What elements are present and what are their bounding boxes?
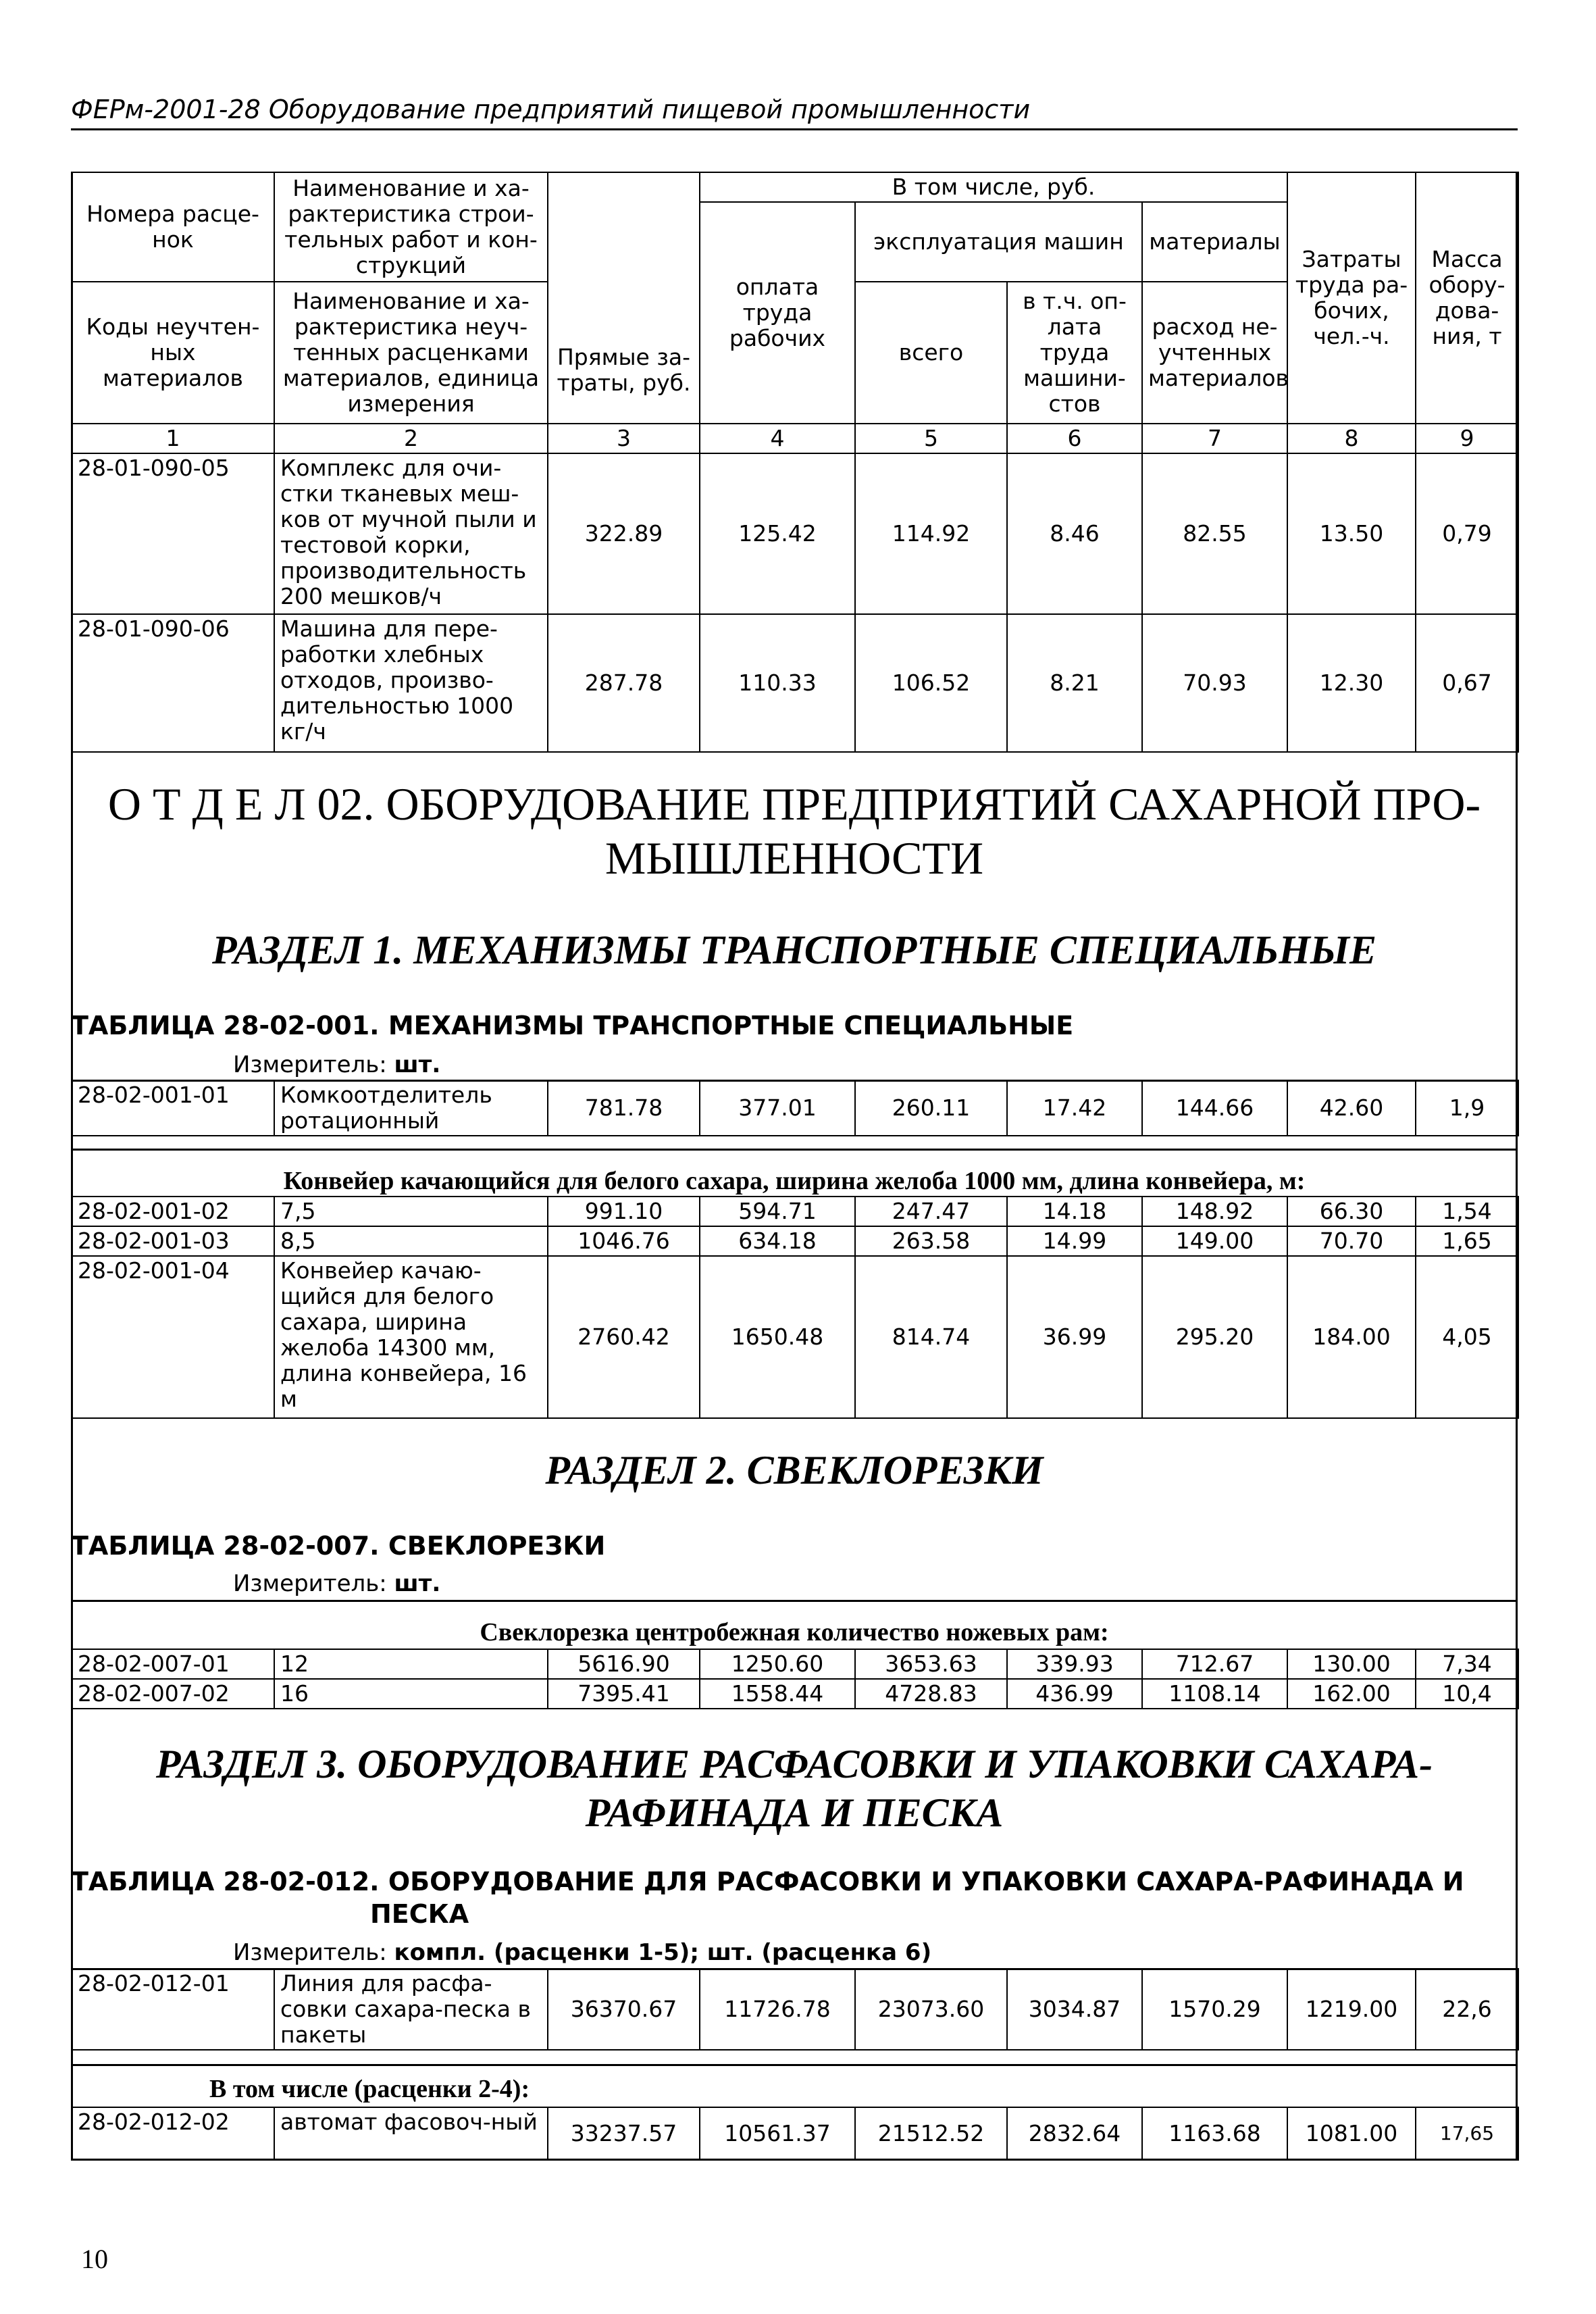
value-cell: 1219.00: [1287, 1969, 1416, 2050]
rate-code: 28-01-090-05: [72, 453, 274, 614]
subheading: Конвейер качающийся для белого сахара, ширина желоба 1000 мм, длина конвейера, м:: [283, 1167, 1306, 1195]
rate-name: Комплекс для очи-стки тканевых меш-ков от мучной пыли и тестовой корки, производительность 200 мешков/ч: [274, 453, 548, 614]
subheading: Свеклорезка центробежная количество ножевых рам:: [480, 1618, 1109, 1646]
value-cell: 12.30: [1287, 614, 1416, 752]
value-cell: 1,54: [1416, 1197, 1518, 1226]
meter-value: шт.: [394, 1570, 441, 1597]
value-cell: 5616.90: [548, 1649, 700, 1679]
value-cell: 70.93: [1142, 614, 1287, 752]
col-labor-hours: Затраты труда ра-бочих, чел.-ч.: [1287, 172, 1416, 424]
col-incl: В том числе, руб.: [700, 172, 1287, 202]
value-cell: 1570.29: [1142, 1969, 1287, 2050]
table-row: [72, 614, 1518, 752]
col-materials: материалы: [1142, 202, 1287, 282]
table-row: [72, 1226, 1518, 1256]
divider: [71, 1600, 1518, 1602]
rate-code: 28-02-001-04: [72, 1256, 274, 1418]
col-number: 4: [700, 424, 855, 453]
divider: [71, 2064, 1518, 2066]
table-28-02-007: [71, 1649, 1519, 1709]
value-cell: 130.00: [1287, 1649, 1416, 1679]
value-cell: 144.66: [1142, 1080, 1287, 1136]
value-cell: 184.00: [1287, 1256, 1416, 1418]
rate-name: 12: [274, 1649, 548, 1679]
value-cell: 10561.37: [700, 2107, 855, 2160]
col-material-name: Наименование и ха-рактеристика неуч-тенных расценками материалов, единица измерения: [274, 282, 548, 424]
rate-name: 16: [274, 1679, 548, 1709]
col-number: 6: [1007, 424, 1142, 453]
table-row: [72, 1679, 1518, 1709]
meter-label: Измеритель:: [233, 1051, 387, 1078]
value-cell: 36370.67: [548, 1969, 700, 2050]
rate-code: 28-01-090-06: [72, 614, 274, 752]
section-1-title: РАЗДЕЛ 1. МЕХАНИЗМЫ ТРАНСПОРТНЫЕ СПЕЦИАЛЬНЫЕ: [211, 928, 1377, 972]
value-cell: 17,65: [1416, 2107, 1518, 2160]
value-cell: 436.99: [1007, 1679, 1142, 1709]
value-cell: 33237.57: [548, 2107, 700, 2160]
rate-code: 28-02-001-03: [72, 1226, 274, 1256]
rates-table-header: [71, 172, 1519, 753]
value-cell: 634.18: [700, 1226, 855, 1256]
rate-code: 28-02-012-02: [72, 2107, 274, 2160]
value-cell: 2832.64: [1007, 2107, 1142, 2160]
meter-label: Измеритель:: [233, 1939, 387, 1966]
value-cell: 339.93: [1007, 1649, 1142, 1679]
value-cell: 1,9: [1416, 1080, 1518, 1136]
col-rate-numbers: Номера расце-нок: [72, 172, 274, 282]
value-cell: 36.99: [1007, 1256, 1142, 1418]
table-row: [72, 1080, 1518, 1136]
table-row: [72, 1197, 1518, 1226]
table-28-02-001-conveyors: [71, 1196, 1519, 1419]
section-3-title: РАЗДЕЛ 3. ОБОРУДОВАНИЕ РАСФАСОВКИ И УПАКОВКИ САХАРА-РАФИНАДА И ПЕСКА: [155, 1742, 1433, 1835]
page-header: ФЕРм-2001-28 Оборудование предприятий пищевой промышленности: [71, 95, 1518, 130]
value-cell: 2760.42: [548, 1256, 700, 1418]
col-number: 5: [855, 424, 1007, 453]
table-row: [72, 453, 1518, 614]
col-direct-costs: Прямые за-траты, руб.: [548, 172, 700, 424]
value-cell: 991.10: [548, 1197, 700, 1226]
value-cell: 8.21: [1007, 614, 1142, 752]
column-numbers-row: [72, 424, 1518, 453]
table-28-02-012-incl: [71, 2107, 1519, 2161]
col-material-codes: Коды неучтен-ных материалов: [72, 282, 274, 424]
value-cell: 21512.52: [855, 2107, 1007, 2160]
rate-name: Машина для пере-работки хлебных отходов, произво-дительностью 1000 кг/ч: [274, 614, 548, 752]
col-number: 2: [274, 424, 548, 453]
meter-line: [233, 1939, 931, 1966]
rate-code: 28-02-001-02: [72, 1197, 274, 1226]
col-number: 8: [1287, 424, 1416, 453]
col-work-name: Наименование и ха-рактеристика строи-тельных работ и кон-струкций: [274, 172, 548, 282]
value-cell: 0,79: [1416, 453, 1518, 614]
rate-code: 28-02-012-01: [72, 1969, 274, 2050]
rate-name: автомат фасовоч-ный: [274, 2107, 548, 2160]
value-cell: 148.92: [1142, 1197, 1287, 1226]
value-cell: 712.67: [1142, 1649, 1287, 1679]
value-cell: 781.78: [548, 1080, 700, 1136]
col-machinists-pay: в т.ч. оп-лата труда машини-стов: [1007, 282, 1142, 424]
col-number: 9: [1416, 424, 1518, 453]
meter-value: шт.: [394, 1051, 441, 1078]
value-cell: 14.99: [1007, 1226, 1142, 1256]
value-cell: 42.60: [1287, 1080, 1416, 1136]
value-cell: 125.42: [700, 453, 855, 614]
value-cell: 162.00: [1287, 1679, 1416, 1709]
table-28-02-012: [71, 1968, 1519, 2051]
divider: [71, 1149, 1518, 1151]
value-cell: 1250.60: [700, 1649, 855, 1679]
col-machines: эксплуатация машин: [855, 202, 1142, 282]
value-cell: 260.11: [855, 1080, 1007, 1136]
value-cell: 17.42: [1007, 1080, 1142, 1136]
value-cell: 8.46: [1007, 453, 1142, 614]
value-cell: 1046.76: [548, 1226, 700, 1256]
value-cell: 4728.83: [855, 1679, 1007, 1709]
rate-code: 28-02-007-02: [72, 1679, 274, 1709]
value-cell: 149.00: [1142, 1226, 1287, 1256]
value-cell: 295.20: [1142, 1256, 1287, 1418]
table-28-02-001-title: ТАБЛИЦА 28-02-001. МЕХАНИЗМЫ ТРАНСПОРТНЫЕ СПЕЦИАЛЬНЫЕ: [71, 1011, 1074, 1040]
value-cell: 0,67: [1416, 614, 1518, 752]
value-cell: 4,05: [1416, 1256, 1518, 1418]
value-cell: 322.89: [548, 453, 700, 614]
rate-name: Комкоотделитель ротационный: [274, 1080, 548, 1136]
value-cell: 1650.48: [700, 1256, 855, 1418]
value-cell: 7395.41: [548, 1679, 700, 1709]
value-cell: 1,65: [1416, 1226, 1518, 1256]
value-cell: 3653.63: [855, 1649, 1007, 1679]
table-28-02-012-title-cont: ПЕСКА: [370, 1899, 469, 1929]
value-cell: 66.30: [1287, 1197, 1416, 1226]
value-cell: 10,4: [1416, 1679, 1518, 1709]
value-cell: 14.18: [1007, 1197, 1142, 1226]
value-cell: 1108.14: [1142, 1679, 1287, 1709]
value-cell: 110.33: [700, 614, 855, 752]
value-cell: 1081.00: [1287, 2107, 1416, 2160]
meter-line: [233, 1570, 440, 1597]
value-cell: 7,34: [1416, 1649, 1518, 1679]
meter-value: компл. (расценки 1-5); шт. (расценка 6): [394, 1939, 932, 1966]
rate-name: Конвейер качаю-щийся для белого сахара, ширина желоба 14300 мм, длина конвейера, 16 м: [274, 1256, 548, 1418]
rate-code: 28-02-007-01: [72, 1649, 274, 1679]
value-cell: 1163.68: [1142, 2107, 1287, 2160]
department-title: О Т Д Е Л 02. ОБОРУДОВАНИЕ ПРЕДПРИЯТИЙ САХАРНОЙ ПРО-МЫШЛЕННОСТИ: [107, 778, 1481, 884]
meter-label: Измеритель:: [233, 1570, 387, 1597]
col-machines-total: всего: [855, 282, 1007, 424]
value-cell: 114.92: [855, 453, 1007, 614]
col-unaccounted-materials: расход не-учтенных материалов: [1142, 282, 1287, 424]
value-cell: 23073.60: [855, 1969, 1007, 2050]
col-number: 7: [1142, 424, 1287, 453]
value-cell: 106.52: [855, 614, 1007, 752]
col-labor-pay: оплата труда рабочих: [700, 202, 855, 424]
table-row: [72, 1256, 1518, 1418]
value-cell: 22,6: [1416, 1969, 1518, 2050]
value-cell: 70.70: [1287, 1226, 1416, 1256]
rate-name: 8,5: [274, 1226, 548, 1256]
col-number: 3: [548, 424, 700, 453]
meter-line: [233, 1051, 440, 1078]
table-28-02-012-title: ТАБЛИЦА 28-02-012. ОБОРУДОВАНИЕ ДЛЯ РАСФАСОВКИ И УПАКОВКИ САХАРА-РАФИНАДА И: [71, 1867, 1464, 1896]
value-cell: 377.01: [700, 1080, 855, 1136]
table-28-02-001: [71, 1080, 1519, 1136]
table-row: [72, 2107, 1518, 2160]
value-cell: 3034.87: [1007, 1969, 1142, 2050]
value-cell: 82.55: [1142, 453, 1287, 614]
value-cell: 594.71: [700, 1197, 855, 1226]
value-cell: 263.58: [855, 1226, 1007, 1256]
value-cell: 287.78: [548, 614, 700, 752]
table-28-02-007-title: ТАБЛИЦА 28-02-007. СВЕКЛОРЕЗКИ: [71, 1531, 606, 1561]
value-cell: 11726.78: [700, 1969, 855, 2050]
rate-name: 7,5: [274, 1197, 548, 1226]
rate-code: 28-02-001-01: [72, 1080, 274, 1136]
value-cell: 1558.44: [700, 1679, 855, 1709]
value-cell: 13.50: [1287, 453, 1416, 614]
table-row: [72, 1649, 1518, 1679]
subheading: В том числе (расценки 2-4):: [209, 2075, 530, 2103]
col-number: 1: [72, 424, 274, 453]
page-number: 10: [81, 2244, 108, 2274]
rate-name: Линия для расфа-совки сахара-песка в пакеты: [274, 1969, 548, 2050]
section-2-title: РАЗДЕЛ 2. СВЕКЛОРЕЗКИ: [545, 1448, 1044, 1492]
value-cell: 814.74: [855, 1256, 1007, 1418]
col-mass: Масса обору-дова-ния, т: [1416, 172, 1518, 424]
value-cell: 247.47: [855, 1197, 1007, 1226]
table-row: [72, 1969, 1518, 2050]
